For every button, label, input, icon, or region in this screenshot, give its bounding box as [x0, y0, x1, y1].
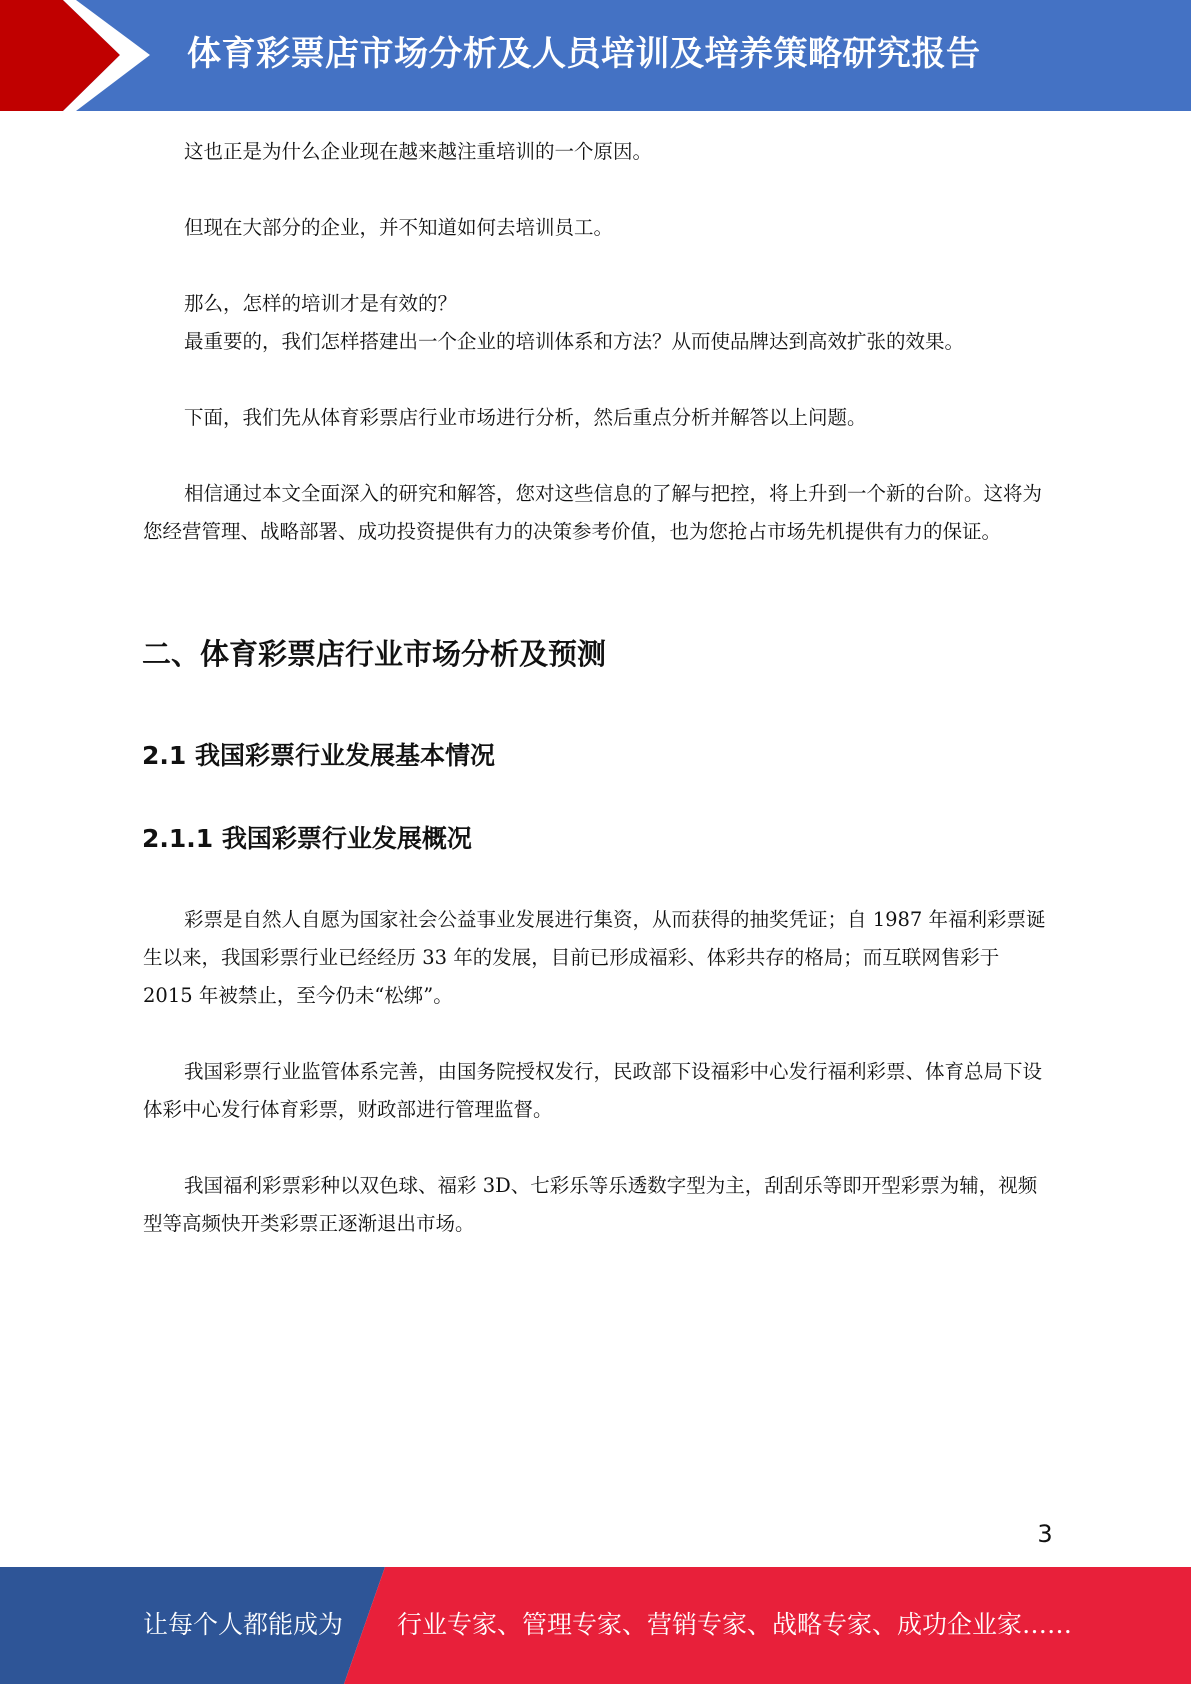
footer-slogan-left: 让每个人都能成为	[143, 1610, 344, 1639]
paragraph-3b: 最重要的，我们怎样搭建出一个企业的培训体系和方法？从而使品牌达到高效扩张的效果。	[184, 330, 965, 353]
header-chevron-graphic	[0, 0, 200, 111]
paragraph-3a: 那么，怎样的培训才是有效的？	[184, 292, 458, 315]
footer-slogan-right: 行业专家、管理专家、营销专家、战略专家、成功企业家……	[397, 1610, 1073, 1639]
report-title: 体育彩票店市场分析及人员培训及培养策略研究报告	[187, 34, 981, 74]
paragraph-8: 我国福利彩票彩种以双色球、福彩 3D、七彩乐等乐透数字型为主，刮刮乐等即开型彩票为辅，视频型等高频快开类彩票正逐渐退出市场。	[143, 1174, 1038, 1235]
paragraph-2: 但现在大部分的企业，并不知道如何去培训员工。	[184, 216, 614, 239]
paragraph-1: 这也正是为什么企业现在越来越注重培训的一个原因。	[184, 140, 653, 163]
section-heading-2: 二、体育彩票店行业市场分析及预测	[142, 637, 607, 671]
page-footer	[0, 1567, 1191, 1684]
page-header	[0, 0, 1191, 111]
page-number: 3	[1037, 1520, 1053, 1548]
paragraph-4: 下面，我们先从体育彩票店行业市场进行分析，然后重点分析并解答以上问题。	[184, 406, 867, 429]
section-heading-2-1-1: 2.1.1 我国彩票行业发展概况	[142, 824, 472, 853]
section-heading-2-1: 2.1 我国彩票行业发展基本情况	[142, 741, 495, 770]
paragraph-6: 彩票是自然人自愿为国家社会公益事业发展进行集资，从而获得的抽奖凭证；自 1987 年福利彩票诞生以来，我国彩票行业已经经历 33 年的发展，目前已形成福彩、体彩共存的格局；而互联网售彩于 2015 年被禁止，至今仍未“松绑”。	[143, 908, 1046, 1007]
paragraph-5: 相信通过本文全面深入的研究和解答，您对这些信息的了解与把控，将上升到一个新的台阶。这将为您经营管理、战略部署、成功投资提供有力的决策参考价值，也为您抢占市场先机提供有力的保证。	[143, 482, 1043, 543]
paragraph-7: 我国彩票行业监管体系完善，由国务院授权发行，民政部下设福彩中心发行福利彩票、体育总局下设体彩中心发行体育彩票，财政部进行管理监督。	[143, 1060, 1043, 1121]
